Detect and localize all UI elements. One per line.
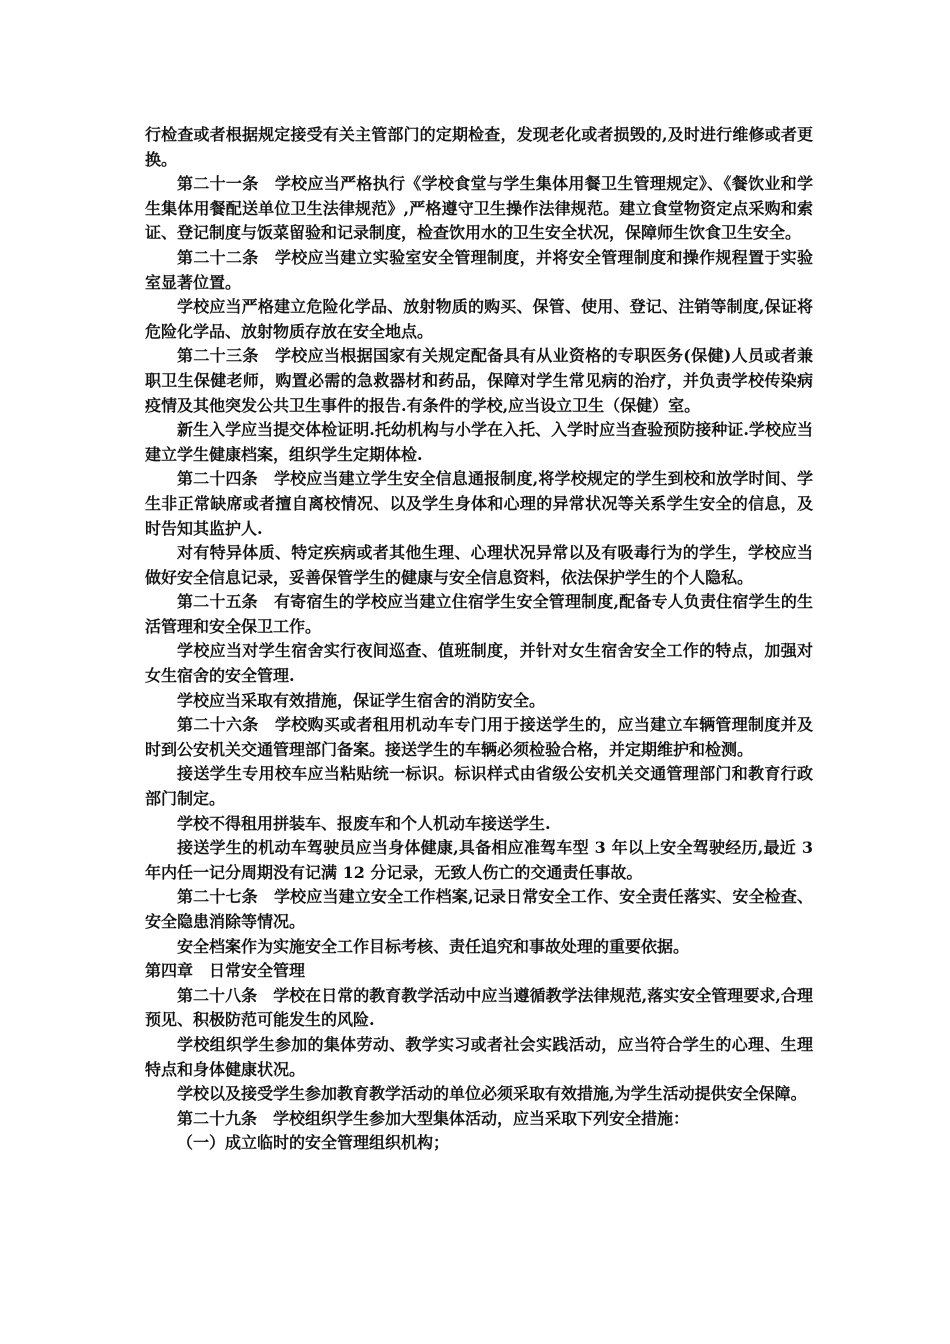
paragraph: 学校以及接受学生参加教育教学活动的单位必须采取有效措施,为学生活动提供安全保障。	[177, 1084, 807, 1104]
paragraph: 学校组织学生参加的集体劳动、教学实习或者社会实践活动，应当符合学生的心理、生理特点和身体健康状况。	[145, 1034, 813, 1079]
paragraph: （一）成立临时的安全管理组织机构；	[177, 1133, 450, 1153]
paragraph: 新生入学应当提交体检证明.托幼机构与小学在入托、入学时应当查验预防接种证.学校应当建立学生健康档案，组织学生定期体检.	[145, 420, 813, 464]
paragraph: 第二十四条 学校应当建立学生安全信息通报制度,将学校规定的学生到校和放学时间、学生非正常缺席或者擅自离校情况、以及学生身体和心理的异常状况等关系学生安全的信息，及时告知其监护人.	[145, 469, 813, 538]
paragraph: 第二十五条 有寄宿生的学校应当建立住宿学生安全管理制度,配备专人负责住宿学生的生活管理和安全保卫工作。	[145, 592, 813, 636]
paragraph: 学校不得租用拼装车、报废车和个人机动车接送学生.	[177, 813, 551, 833]
paragraph: 对有特异体质、特定疾病或者其他生理、心理状况异常以及有吸毒行为的学生，学校应当做好安全信息记录，妥善保管学生的健康与安全信息资料，依法保护学生的个人隐私。	[145, 543, 813, 587]
paragraph: 第二十六条 学校购买或者租用机动车专门用于接送学生的，应当建立车辆管理制度并及时到公安机关交通管理部门备案。接送学生的车辆必须检验合格，并定期维护和检测。	[145, 715, 813, 759]
paragraph: 接送学生专用校车应当粘贴统一标识。标识样式由省级公安机关交通管理部门和教育行政部门制定。	[145, 764, 813, 809]
paragraph-plain: 行检查或者根据规定接受有关主管部门的定期检查，发现老化或者损毁的,及时进行维修或者更换。	[145, 125, 813, 169]
paragraph: 第二十七条 学校应当建立安全工作档案,记录日常安全工作、安全责任落实、安全检查、安全隐患消除等情况。	[145, 887, 813, 931]
paragraph: 第二十三条 学校应当根据国家有关规定配备具有从业资格的专职医务(保健)人员或者兼职卫生保健老师，购置必需的急救器材和药品，保障对学生常见病的治疗，并负责学校传染病疫情及其他突发公共卫生事件的报告.有条件的学校,应当设立卫生（保健）室。	[145, 346, 813, 415]
paragraph: 安全档案作为实施安全工作目标考核、责任追究和事故处理的重要依据。	[177, 936, 690, 956]
paragraph: 学校应当采取有效措施，保证学生宿舍的消防安全。	[177, 690, 546, 710]
paragraph: 第二十一条 学校应当严格执行《学校食堂与学生集体用餐卫生管理规定》、《餐饮业和学生集体用餐配送单位卫生法律规范》,严格遵守卫生操作法律规范。建立食堂物资定点采购和索证、登记制度与饭菜留验和记录制度，检查饮用水的卫生安全状况，保障师生饮食卫生安全。	[145, 174, 813, 243]
paragraph-plain: 第四章 日常安全管理	[145, 961, 306, 981]
paragraph: 第二十二条 学校应当建立实验室安全管理制度，并将安全管理制度和操作规程置于实验室显著位置。	[145, 247, 813, 292]
paragraph: 第二十九条 学校组织学生参加大型集体活动，应当采取下列安全措施：	[177, 1108, 690, 1128]
paragraph: 接送学生的机动车驾驶员应当身体健康,具备相应准驾车型 3 年以上安全驾驶经历,最近 3 年内任一记分周期没有记满 12 分记录，无致人伤亡的交通责任事故。	[145, 838, 813, 882]
paragraph: 第二十八条 学校在日常的教育教学活动中应当遵循教学法律规范,落实安全管理要求,合理预见、积极防范可能发生的风险.	[145, 985, 813, 1030]
paragraph: 学校应当对学生宿舍实行夜间巡查、值班制度，并针对女生宿舍安全工作的特点，加强对女生宿舍的安全管理.	[145, 641, 813, 686]
paragraph: 学校应当严格建立危险化学品、放射物质的购买、保管、使用、登记、注销等制度,保证将危险化学品、放射物质存放在安全地点。	[145, 297, 813, 341]
document-body	[145, 123, 813, 1156]
